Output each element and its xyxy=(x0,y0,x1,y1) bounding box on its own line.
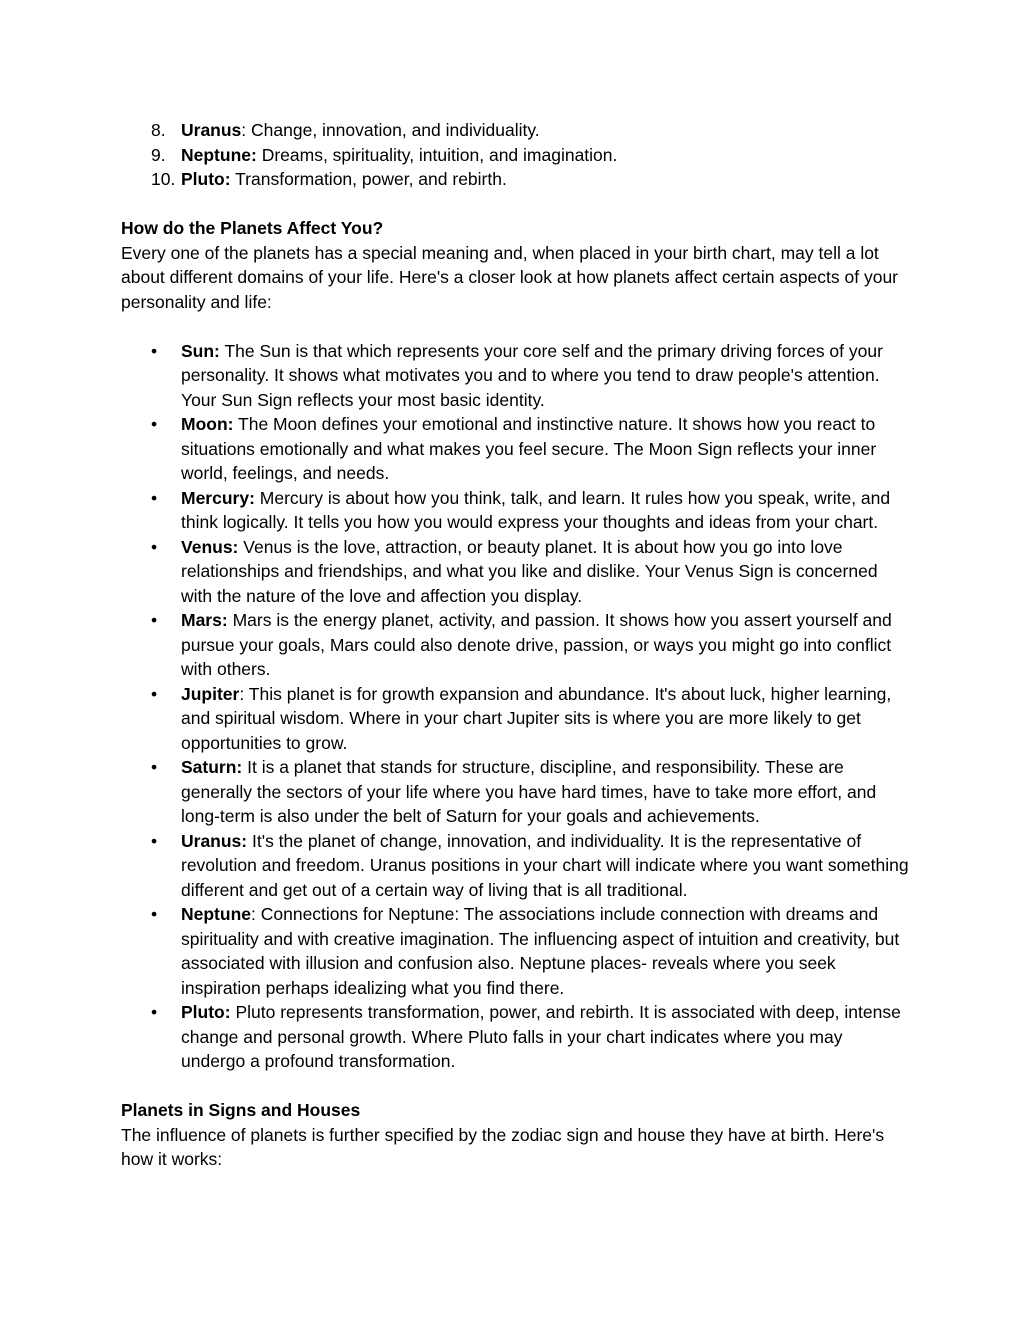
bullet-item-moon xyxy=(121,412,911,486)
list-number: 9. xyxy=(151,144,166,165)
list-separator: : xyxy=(241,120,252,140)
bullet-icon: • xyxy=(151,683,158,704)
list-item xyxy=(121,167,911,192)
section-planets-affect xyxy=(121,216,911,314)
bullet-item-sun xyxy=(121,339,911,413)
section-heading: How do the Planets Affect You? xyxy=(121,218,384,238)
bullet-item-neptune xyxy=(121,902,911,1000)
bullet-separator: : xyxy=(239,683,249,704)
bullet-text: This planet is for growth expansion and abundance. It's about luck, higher learning, and spiritual wisdom. Where in your chart Jupiter sits is where you are more likely to get opportunities to grow. xyxy=(181,683,892,753)
numbered-planet-list xyxy=(121,118,911,192)
bullet-icon: • xyxy=(151,904,158,924)
bullet-icon: • xyxy=(151,610,158,630)
list-number: 8. xyxy=(151,120,166,140)
bullet-text: It is a planet that stands for structure, discipline, and responsibility. These are generally the sectors of your life where you have hard times, have to take more effort, and long-term is also under the belt of Saturn for your goals and achievements. xyxy=(181,757,877,826)
planet-bullet-list xyxy=(121,339,911,1074)
bullet-term: Mercury: xyxy=(181,487,255,508)
list-term: Pluto: xyxy=(181,169,231,189)
bullet-item-mars xyxy=(121,608,911,682)
list-text: Dreams, spirituality, intuition, and imagination. xyxy=(261,144,618,165)
bullet-term: Pluto: xyxy=(181,1002,231,1022)
bullet-term: Neptune xyxy=(181,904,251,924)
bullet-term: Saturn: xyxy=(181,757,243,777)
list-text: Transformation, power, and rebirth. xyxy=(235,169,507,189)
bullet-separator: : xyxy=(251,904,261,924)
section-heading: Planets in Signs and Houses xyxy=(121,1100,361,1120)
bullet-term: Mars: xyxy=(181,610,228,630)
bullet-term: Moon: xyxy=(181,414,234,434)
bullet-text: It's the planet of change, innovation, and individuality. It is the representative of revolution and freedom. Uranus positions in your chart will indicate where you want something different and get out of a certain way of living that is all traditional. xyxy=(181,830,909,900)
bullet-text: The Moon defines your emotional and instinctive nature. It shows how you react to situations emotionally and what makes you feel secure. The Moon Sign reflects your inner world, feelings, and needs. xyxy=(181,414,877,483)
list-term: Neptune: xyxy=(181,144,257,165)
list-term: Uranus xyxy=(181,120,242,140)
bullet-item-mercury xyxy=(121,486,911,535)
bullet-item-uranus xyxy=(121,829,911,903)
bullet-term: Sun: xyxy=(181,340,220,361)
bullet-icon: • xyxy=(151,757,158,777)
bullet-icon: • xyxy=(151,536,158,557)
bullet-icon: • xyxy=(151,1002,158,1022)
bullet-term: Uranus: xyxy=(181,830,248,851)
bullet-text: The Sun is that which represents your core self and the primary driving forces of your personality. It shows what motivates you and to where you tend to draw people's attention. Your Sun Sign reflects your most basic identity. xyxy=(181,340,883,410)
bullet-text: Pluto represents transformation, power, and rebirth. It is associated with deep, intense change and personal growth. Where Pluto falls in your chart indicates where you may undergo a profound transformation. xyxy=(181,1002,901,1071)
bullet-text: Connections for Neptune: The associations include connection with dreams and spirituality and with creative imagination. The influencing aspect of intuition and creativity, but associated with illusion and confusion also. Neptune places- reveals where you seek inspiration perhaps idealizing what you find there. xyxy=(181,904,900,998)
bullet-term: Jupiter xyxy=(181,683,240,704)
list-item xyxy=(121,118,911,143)
bullet-icon: • xyxy=(151,487,158,508)
bullet-item-saturn xyxy=(121,755,911,829)
section-paragraph: The influence of planets is further specified by the zodiac sign and house they have at birth. Here's how it works: xyxy=(121,1124,885,1169)
bullet-icon: • xyxy=(151,414,158,434)
bullet-item-venus xyxy=(121,535,911,609)
list-text: Change, innovation, and individuality. xyxy=(251,120,540,140)
bullet-item-jupiter xyxy=(121,682,911,756)
list-item xyxy=(121,143,911,168)
section-paragraph: Every one of the planets has a special meaning and, when placed in your birth chart, may tell a lot about different domains of your life. Here's a closer look at how planets affect certain aspects of your personality and life: xyxy=(121,242,899,312)
bullet-text: Mars is the energy planet, activity, and passion. It shows how you assert yourself and pursue your goals, Mars could also denote drive, passion, or ways you might go into conflict with others. xyxy=(181,610,892,679)
document-page xyxy=(121,118,911,1172)
list-number: 10. xyxy=(151,169,176,189)
bullet-term: Venus: xyxy=(181,536,239,557)
bullet-item-pluto xyxy=(121,1000,911,1074)
section-signs-houses xyxy=(121,1098,911,1172)
bullet-text: Venus is the love, attraction, or beauty planet. It is about how you go into love relationships and friendships, and what you like and dislike. Your Venus Sign is concerned with the nature of the love and affection you display. xyxy=(181,536,878,606)
bullet-icon: • xyxy=(151,340,158,361)
bullet-icon: • xyxy=(151,830,158,851)
bullet-text: Mercury is about how you think, talk, and learn. It rules how you speak, write, and think logically. It tells you how you would express your thoughts and ideas from your chart. xyxy=(181,487,891,532)
